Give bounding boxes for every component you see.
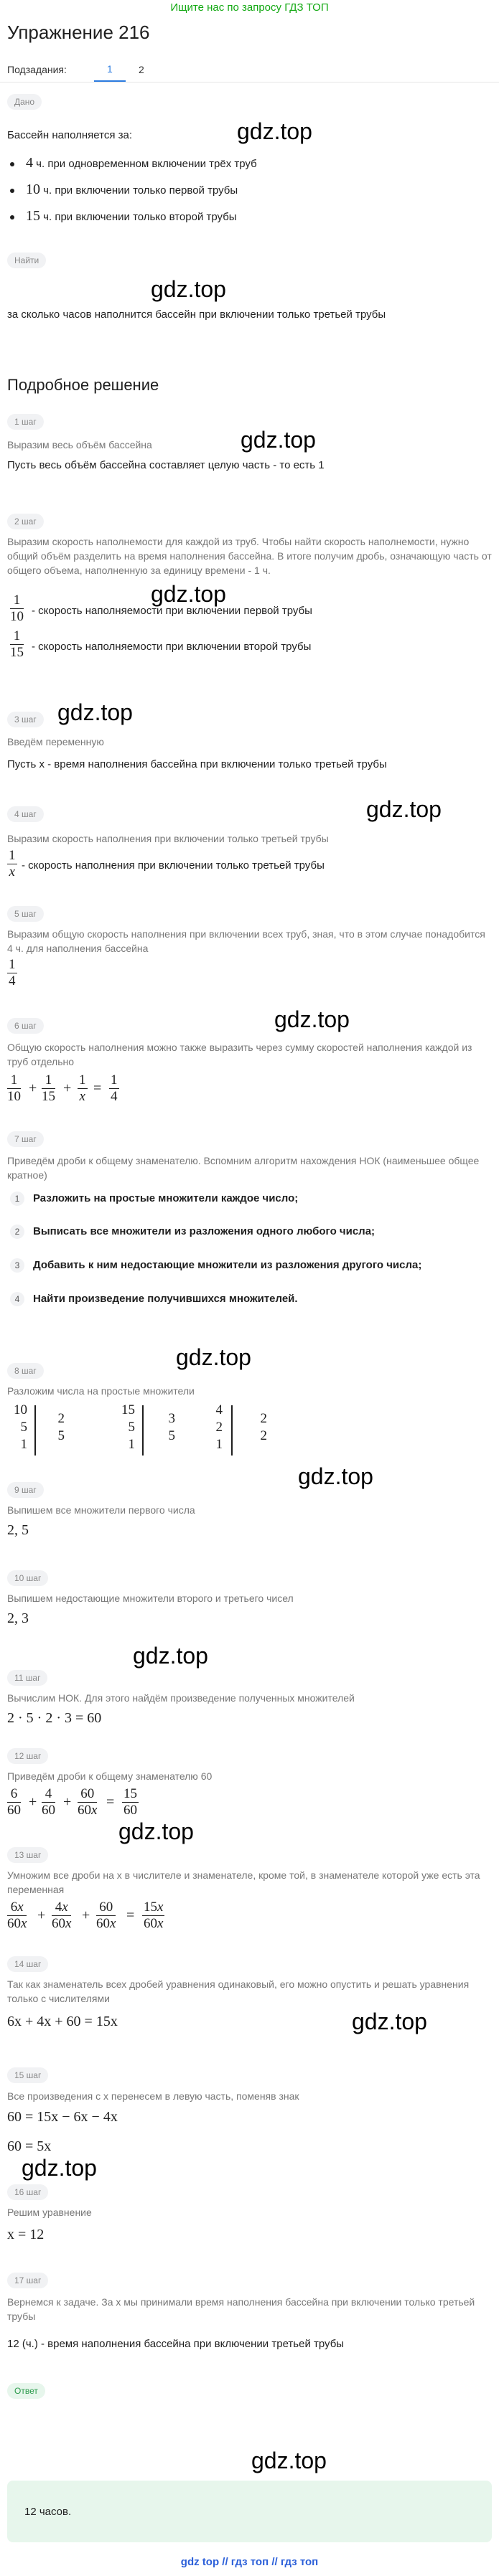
- list-item: Разложить на простые множители каждое число;: [33, 1192, 299, 1204]
- step-explanation: Так как знаменатель всех дробей уравнения одинаковый, его можно опустить и решать уравнения только с числителями: [7, 1978, 470, 2004]
- math-result: 60 = 5x: [7, 2138, 52, 2154]
- watermark: gdz.top: [366, 796, 442, 822]
- subtask-tabs: [7, 57, 157, 82]
- fraction-1-x: $\frac{1}{x}$: [9, 848, 16, 879]
- step-statement: - скорость наполняемости при включении первой трубы: [32, 605, 312, 617]
- step-explanation: Вернемся к задаче. За x мы принимали время наполнения бассейна при включении только третьей трубы: [7, 2296, 475, 2322]
- step-explanation: Общую скорость наполнения можно также выразить через сумму скоростей наполнения каждой из труб отдельно: [7, 1042, 472, 1067]
- step-statement: - скорость наполняемости при включении второй трубы: [32, 641, 312, 653]
- watermark: gdz.top: [298, 1463, 373, 1489]
- step-tag: 3 шаг: [7, 712, 44, 727]
- list-item: Добавить к ним недостающие множители из разложения другого числа;: [33, 1259, 422, 1271]
- answer-tag: Ответ: [7, 2383, 45, 2399]
- math-result: x = 12: [7, 2227, 45, 2242]
- given-tag: Дано: [7, 94, 42, 110]
- watermark: gdz.top: [237, 118, 312, 144]
- watermark: gdz.top: [118, 1818, 194, 1844]
- step-statement: 12 (ч.) - время наполнения бассейна при включении третьей трубы: [7, 2338, 345, 2350]
- step-explanation: Вычислим НОК. Для этого найдём произведение полученных множителей: [7, 1692, 355, 1704]
- fraction-1-15: $\frac{1}{15}$: [10, 628, 24, 660]
- step-tag: 4 шаг: [7, 806, 44, 822]
- math-result: 60 = 15x − 6x − 4x: [7, 2109, 118, 2125]
- step-tag: 1 шаг: [7, 414, 44, 430]
- step-tag: 9 шаг: [7, 1482, 44, 1498]
- list-item: Выписать все множители из разложения одного любого числа;: [33, 1225, 376, 1237]
- find-tag: Найти: [7, 253, 46, 268]
- step-tag: 6 шаг: [7, 1018, 44, 1034]
- list-item: Найти произведение получившихся множителей.: [33, 1293, 298, 1305]
- footer-links[interactable]: gdz top // гдз топ // гдз топ: [180, 2556, 319, 2568]
- watermark: gdz.top: [22, 2155, 97, 2181]
- equation-sum-rates: $\frac{1}{10}$ + $\frac{1}{15}$ + $\frac{1}{x}$ = $\frac{1}{4}$: [7, 1072, 118, 1104]
- step-statement: - скорость наполнения при включении только третьей трубы: [22, 859, 325, 872]
- step-tag: 2 шаг: [7, 514, 44, 529]
- step-explanation: Введём переменную: [7, 736, 104, 747]
- answer-text: 12 часов.: [24, 2506, 72, 2518]
- step-tag: 13 шаг: [7, 1847, 48, 1863]
- step-statement: Пусть весь объём бассейна составляет целую часть - то есть 1: [7, 459, 325, 471]
- fraction-1-4: $\frac{1}{4}$: [9, 957, 16, 989]
- step-explanation: Выразим общую скорость наполнения при включении всех труб, зная, что в этом случае понадобится 4 ч. для наполнения бассейна: [7, 928, 485, 954]
- watermark: gdz.top: [133, 1643, 208, 1669]
- list-number: 4: [10, 1292, 24, 1306]
- subtask-tab-2[interactable]: 2: [139, 64, 144, 75]
- subtask-tab-1[interactable]: 1: [94, 57, 126, 82]
- given-item-3: 15 ч. при включении только второй трубы: [26, 208, 237, 224]
- math-result: 2, 3: [7, 1610, 29, 1626]
- bullet-icon: [10, 189, 14, 193]
- watermark: gdz.top: [352, 2009, 427, 2034]
- equation-common-denominator: $\frac{6}{60}$ + $\frac{4}{60}$ + $\frac{60}{60x}$ = $\frac{15}{60}$: [7, 1786, 137, 1818]
- equation-multiplied: $\frac{6x}{60x}$ + $\frac{4x}{60x}$ + $\frac{60}{60x}$ = $\frac{15x}{60x}$: [7, 1900, 164, 1931]
- step-statement: Пусть x - время наполнения бассейна при включении только третьей трубы: [7, 758, 387, 770]
- answer-box: [7, 2481, 492, 2542]
- math-result: 2 · 5 · 2 · 3 = 60: [7, 1710, 102, 1726]
- fraction-1-10: $\frac{1}{10}$: [10, 593, 24, 624]
- given-intro: Бассейн наполняется за:: [7, 129, 133, 141]
- bullet-icon: [10, 215, 14, 220]
- watermark: gdz.top: [241, 427, 316, 453]
- watermark: gdz.top: [57, 699, 133, 725]
- prime-factorization-table: 10 5 1 2 5 15 5 1 3 5 4 2 1 2 2: [7, 1402, 309, 1460]
- list-number: 1: [10, 1192, 24, 1206]
- list-number: 2: [10, 1225, 24, 1239]
- step-tag: 16 шаг: [7, 2184, 48, 2200]
- step-explanation: Решим уравнение: [7, 2207, 92, 2218]
- step-tag: 14 шаг: [7, 1956, 48, 1972]
- step-tag: 11 шаг: [7, 1670, 47, 1686]
- step-explanation: Все произведения с x перенесем в левую часть, поменяв знак: [7, 2090, 299, 2102]
- watermark: gdz.top: [151, 581, 226, 607]
- bullet-icon: [10, 162, 14, 166]
- step-tag: 15 шаг: [7, 2067, 48, 2083]
- step-explanation: Умножим все дроби на x в числителе и знаменателе, кроме той, в знаменателе которой уже есть эта переменная: [7, 1869, 480, 1895]
- list-number: 3: [10, 1258, 24, 1273]
- top-banner[interactable]: Ищите нас по запросу ГДЗ ТОП: [170, 1, 329, 14]
- math-result: 2, 5: [7, 1522, 29, 1538]
- step-explanation: Выразим скорость наполнемости для каждой из труб. Чтобы найти скорость наполнемости, нужно общий объём разделить на время наполнения бассейна. В итоге получим дробь, означающую часть от общего объема, наполненную за единицу времени - 1 ч.: [7, 536, 492, 576]
- step-explanation: Выпишем все множители первого числа: [7, 1504, 195, 1516]
- find-text: за сколько часов наполнится бассейн при включении только третьей трубы: [7, 308, 386, 321]
- given-item-2: 10 ч. при включении только первой трубы: [26, 181, 238, 197]
- watermark: gdz.top: [251, 2448, 327, 2473]
- subtasks-label: Подзадания:: [7, 64, 67, 75]
- watermark: gdz.top: [176, 1344, 251, 1370]
- step-tag: 7 шаг: [7, 1131, 44, 1147]
- step-tag: 10 шаг: [7, 1570, 48, 1586]
- watermark: gdz.top: [151, 276, 226, 302]
- step-explanation: Выпишем недостающие множители второго и третьего чисел: [7, 1593, 294, 1604]
- watermark: gdz.top: [274, 1006, 350, 1032]
- given-item-1: 4 ч. при одновременном включении трёх труб: [26, 155, 257, 171]
- step-tag: 17 шаг: [7, 2273, 48, 2288]
- step-explanation: Выразим весь объём бассейна: [7, 439, 152, 450]
- math-result: 6x + 4x + 60 = 15x: [7, 2014, 118, 2029]
- step-explanation: Приведём дроби к общему знаменателю. Вспомним алгоритм нахождения НОК (наименьшее общее кратное): [7, 1155, 480, 1181]
- page-title: Упражнение 216: [7, 22, 150, 43]
- solution-title: Подробное решение: [7, 376, 159, 394]
- step-explanation: Выразим скорость наполнения при включении только третьей трубы: [7, 833, 329, 844]
- step-tag: 5 шаг: [7, 906, 44, 922]
- step-tag: 8 шаг: [7, 1363, 44, 1379]
- step-explanation: Разложим числа на простые множители: [7, 1385, 195, 1397]
- step-explanation: Приведём дроби к общему знаменателю 60: [7, 1770, 213, 1782]
- step-tag: 12 шаг: [7, 1748, 48, 1764]
